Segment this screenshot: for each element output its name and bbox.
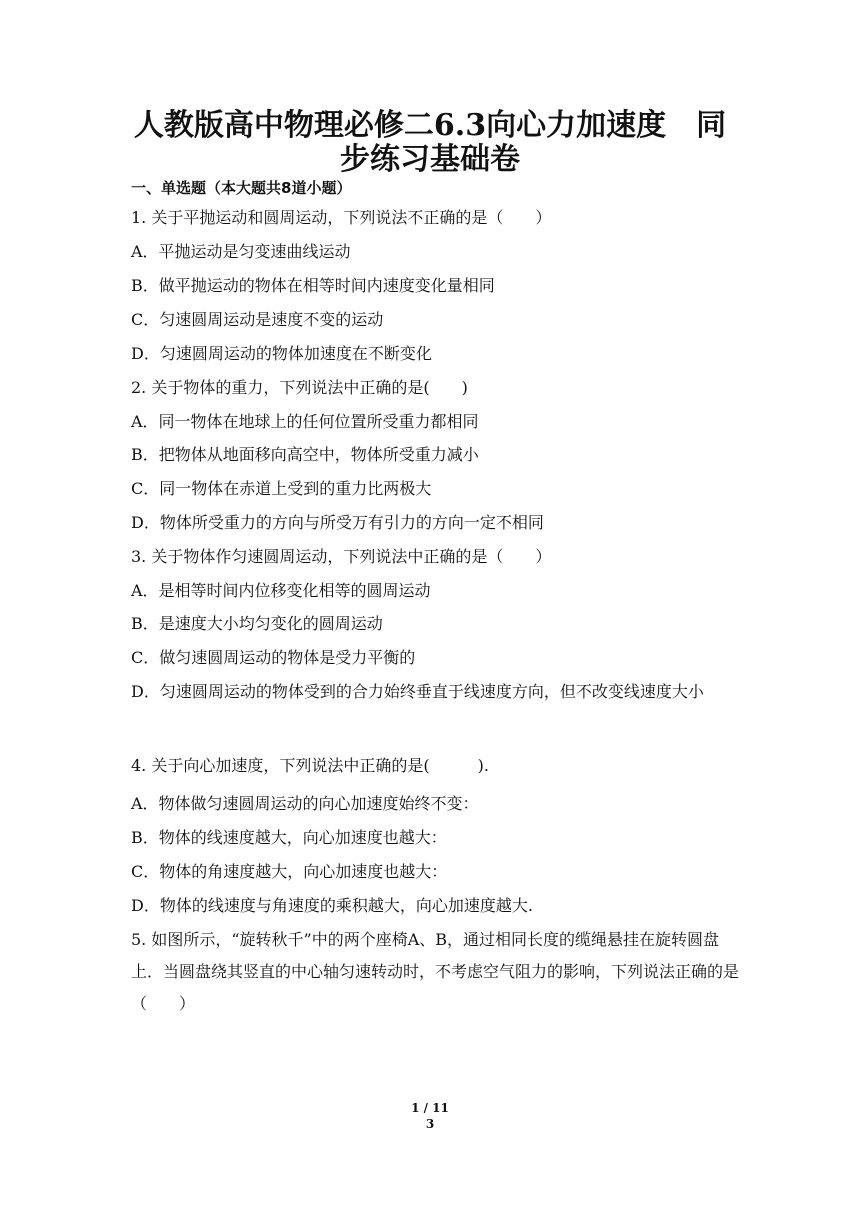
question-4-option-c: C．物体的角速度越大，向心加速度也越大： xyxy=(131,862,448,881)
question-1-stem: 1. 关于平抛运动和圆周运动，下列说法不正确的是（ ） xyxy=(131,208,552,227)
question-1-option-a: A．平抛运动是匀变速曲线运动 xyxy=(131,242,351,261)
question-5-stem: 5. 如图所示，“旋转秋千”中的两个座椅A、B，通过相同长度的缆绳悬挂在旋转圆盘上．当圆盘绕其竖直的中心轴匀速转动时，不考虑空气阻力的影响，下列说法正确的是（ ） xyxy=(131,930,740,1013)
document-title-line-1: 人教版高中物理必修二6.3向心力加速度 同 xyxy=(133,108,727,143)
question-2-option-c: C．同一物体在赤道上受到的重力比两极大 xyxy=(131,479,432,498)
question-2-stem: 2. 关于物体的重力，下列说法中正确的是( ) xyxy=(131,378,468,397)
question-4-option-d: D．物体的线速度与角速度的乘积越大，向心加速度越大. xyxy=(131,896,533,915)
question-2-option-b: B．把物体从地面移向高空中，物体所受重力减小 xyxy=(131,445,479,464)
section-heading: 一、单选题（本大题共8道小题） xyxy=(131,179,352,197)
question-4-option-a: A．物体做匀速圆周运动的向心加速度始终不变： xyxy=(131,794,479,813)
question-4-stem: 4. 关于向心加速度，下列说法中正确的是( ). xyxy=(131,756,489,775)
question-3-option-d: D．匀速圆周运动的物体受到的合力始终垂直于线速度方向，但不改变线速度大小 xyxy=(131,682,704,701)
question-3-option-a: A．是相等时间内位移变化相等的圆周运动 xyxy=(131,581,431,600)
question-2-option-a: A．同一物体在地球上的任何位置所受重力都相同 xyxy=(131,412,479,431)
page-number: 3 xyxy=(425,1117,435,1131)
question-3-option-c: C．做匀速圆周运动的物体是受力平衡的 xyxy=(131,648,416,667)
page-indicator: 1 / 11 xyxy=(411,1101,449,1115)
question-1-option-d: D．匀速圆周运动的物体加速度在不断变化 xyxy=(131,344,432,363)
document-title-line-2: 步练习基础卷 xyxy=(340,142,520,177)
question-3-stem: 3. 关于物体作匀速圆周运动，下列说法中正确的是（ ） xyxy=(131,547,552,566)
question-2-option-d: D．物体所受重力的方向与所受万有引力的方向一定不相同 xyxy=(131,513,544,532)
question-4-option-b: B．物体的线速度越大，向心加速度也越大： xyxy=(131,828,447,847)
question-3-option-b: B．是速度大小均匀变化的圆周运动 xyxy=(131,614,383,633)
question-1-option-b: B．做平抛运动的物体在相等时间内速度变化量相同 xyxy=(131,276,495,295)
question-1-option-c: C．匀速圆周运动是速度不变的运动 xyxy=(131,310,384,329)
